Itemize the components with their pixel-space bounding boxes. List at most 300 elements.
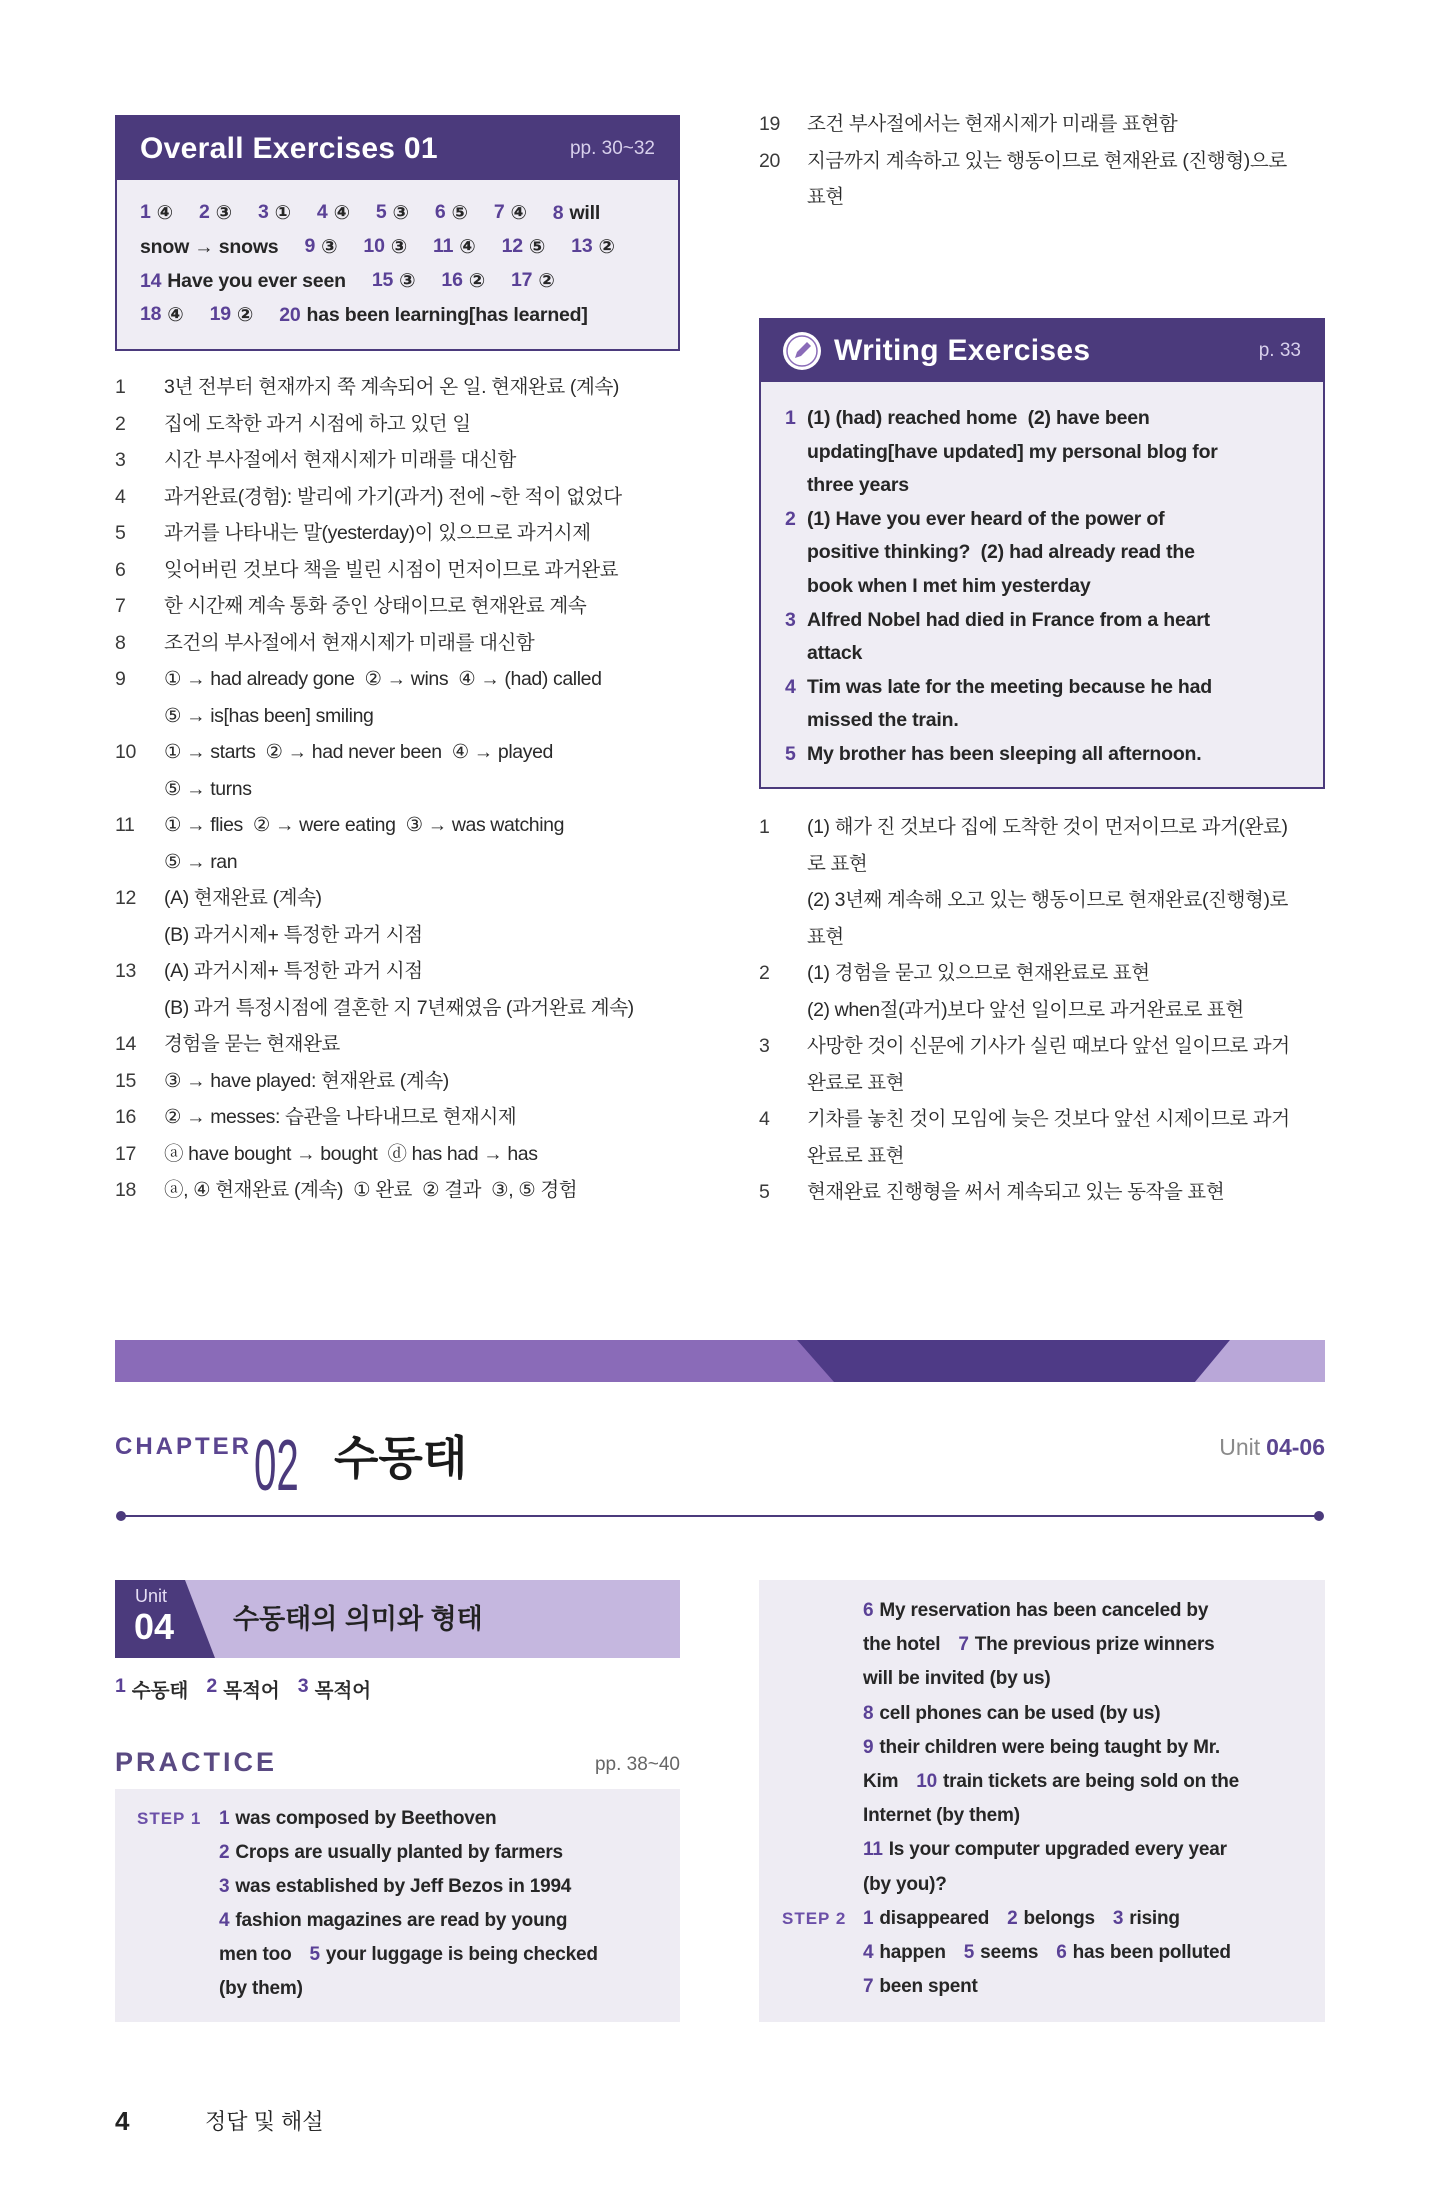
practice-pages: pp. 38~40: [594, 1754, 680, 1775]
item-line: Tim was late for the meeting because he had: [807, 675, 1212, 698]
answer-item: [199, 201, 232, 225]
item-line: 집에 도착한 과거 시점에 하고 있던 일: [164, 412, 471, 435]
chapter-banner: [115, 1340, 1325, 1382]
answer-text: was composed by Beethoven: [235, 1808, 497, 1829]
answer-item: [502, 235, 546, 259]
answer-number: 2: [206, 1675, 218, 1697]
answer-row: [140, 264, 678, 298]
list-item: [115, 369, 680, 406]
item-number: 2: [785, 507, 796, 530]
unit-title: 수동태의 의미와 형태: [233, 1604, 483, 1634]
answer-item: [916, 1771, 1239, 1793]
item-number: 7: [115, 595, 126, 617]
answer-row: [137, 1870, 680, 1904]
item-line: (A) 과거시제+ 특정한 과거 시점: [164, 960, 423, 982]
list-item: [115, 515, 680, 552]
answer-item: [140, 236, 278, 259]
item-line: ⓐ, ④ 현재완료 (계속) ① 완료 ② 결과 ③, ⑤ 경험: [164, 1179, 578, 1201]
item-text: [164, 734, 680, 807]
answer-item: [1056, 1942, 1231, 1964]
answer-number: 6: [1056, 1941, 1067, 1963]
answer-item: [219, 1978, 303, 2000]
answer-row: [782, 1765, 1325, 1799]
answer-text: ②: [468, 270, 486, 292]
list-item: [785, 604, 1323, 671]
list-item: [759, 1028, 1325, 1101]
item-number: 20: [759, 149, 780, 172]
item-line: (B) 과거시제+ 특정한 과거 시점: [164, 923, 423, 946]
answer-row: [782, 1902, 1325, 1936]
answer-item: [863, 1703, 1160, 1725]
item-line: 로 표현: [807, 852, 868, 875]
answer-text: 수동태: [131, 1680, 189, 1702]
list-item: [115, 1063, 680, 1100]
answer-item: [863, 1634, 940, 1656]
answer-text: rising: [1129, 1907, 1180, 1929]
answer-text: ④: [167, 304, 184, 326]
answer-item: [219, 1876, 571, 1898]
answer-text: The previous prize winners: [974, 1634, 1215, 1656]
answer-text: Kim: [863, 1771, 899, 1793]
answer-row: [782, 1799, 1325, 1833]
item-text: [164, 1136, 680, 1173]
answer-text: ①: [274, 202, 291, 224]
answer-number: 18: [140, 303, 162, 325]
writing-title-group: [782, 331, 1090, 371]
item-line: 조건 부사절에서는 현재시제가 미래를 표현함: [807, 113, 1178, 135]
answer-item: [372, 269, 416, 293]
answer-item: [219, 1910, 567, 1932]
list-item: [759, 106, 1325, 143]
answer-number: 4: [219, 1910, 230, 1931]
unit-number: 04: [134, 1606, 175, 1647]
answer-number: 12: [501, 235, 523, 257]
overall-explanations-continued: [759, 106, 1325, 216]
list-item: [115, 406, 680, 443]
answer-row: [137, 1938, 680, 1972]
answer-item: [863, 1839, 1227, 1861]
item-number: 4: [115, 485, 126, 508]
answer-number: 13: [571, 235, 593, 257]
item-line: 잊어버린 것보다 책을 빌린 시점이 먼저이므로 과거완료: [164, 558, 619, 581]
answer-text: snow → snows: [140, 235, 279, 258]
list-item: [759, 955, 1325, 1028]
list-item: [759, 143, 1325, 216]
answer-item: [958, 1634, 1214, 1656]
answer-item: [441, 269, 485, 293]
answer-item: [310, 1944, 598, 1966]
item-line: 조건의 부사절에서 현재시제가 미래를 대신함: [164, 631, 535, 654]
item-line: ① → flies ② → were eating ③ → was watching: [164, 814, 565, 836]
answer-text: ③: [399, 270, 416, 292]
item-line: ① → starts ② → had never been ④ → played: [164, 741, 553, 763]
item-text: [164, 1063, 680, 1100]
answer-text: was established by Jeff Bezos in 1994: [235, 1876, 572, 1897]
writing-exercises-title: Writing Exercises: [834, 334, 1091, 367]
chapter-number: 02: [254, 1426, 299, 1506]
answer-text: will be invited (by us): [863, 1668, 1051, 1690]
item-line: missed the train.: [807, 709, 959, 732]
item-line: three years: [807, 474, 909, 497]
item-line: (1) 경험을 묻고 있으므로 현재완료로 표현: [807, 962, 1150, 984]
item-text: [807, 1174, 1325, 1211]
answer-text: has been learning[has learned]: [306, 303, 588, 326]
answer-number: 4: [316, 201, 328, 223]
item-number: 14: [115, 1033, 136, 1055]
item-line: ⑤ → turns: [164, 777, 252, 800]
answer-text: their children were being taught by Mr.: [879, 1736, 1220, 1758]
writing-explanations: [759, 809, 1325, 1211]
item-line: (2) 3년째 계속해 오고 있는 행동이므로 현재완료(진행형)로: [807, 889, 1288, 911]
answer-text: ②: [598, 236, 615, 258]
answer-number: 5: [309, 1944, 320, 1965]
practice-title: PRACTICE: [115, 1747, 278, 1777]
item-text: [807, 1028, 1325, 1101]
answer-item: [140, 201, 173, 225]
answer-text: 목적어: [314, 1680, 372, 1702]
item-line: (B) 과거 특정시점에 결혼한 지 7년째였음 (과거완료 계속): [164, 996, 634, 1019]
answer-row: [140, 230, 678, 264]
overall-answers: [117, 180, 678, 332]
answer-number: 7: [863, 1976, 874, 1998]
item-number: 1: [759, 816, 770, 838]
answer-number: 10: [916, 1771, 938, 1793]
answer-text: happen: [879, 1941, 946, 1963]
list-item: [115, 1172, 680, 1209]
answer-item: [376, 201, 409, 225]
item-text: [164, 406, 680, 443]
item-number: 3: [759, 1035, 770, 1057]
answer-item: [863, 1600, 1208, 1622]
answer-row: [115, 1674, 680, 1704]
writing-badge-icon: [782, 331, 822, 371]
item-line: ① → had already gone ② → wins ④ → (had) called: [164, 668, 602, 690]
answer-text: Have you ever seen: [167, 269, 346, 292]
item-text: [164, 1026, 680, 1063]
answer-number: 11: [863, 1839, 883, 1861]
answer-number: 15: [371, 269, 394, 291]
item-number: 17: [115, 1142, 136, 1165]
item-line: 과거완료(경험): 발리에 가기(과거) 전에 ~한 적이 없었다: [164, 485, 622, 508]
list-item: [115, 479, 680, 516]
item-line: 표현: [807, 186, 844, 208]
item-line: ③ → have played: 현재완료 (계속): [164, 1069, 449, 1092]
answer-item: [863, 1942, 946, 1964]
answer-text: Internet (by them): [863, 1805, 1020, 1827]
answer-text: disappeared: [879, 1907, 990, 1929]
item-line: 시간 부사절에서 현재시제가 미래를 대신함: [164, 449, 516, 471]
answer-row: [140, 298, 678, 332]
list-item: [115, 880, 680, 953]
answer-number: 9: [304, 235, 316, 257]
answer-text: ④: [510, 202, 527, 224]
answer-item: [363, 235, 407, 259]
item-line: ⑤ → ran: [164, 850, 238, 873]
list-item: [115, 661, 680, 734]
answer-number: 2: [1007, 1907, 1018, 1929]
answer-item: [219, 1842, 563, 1864]
overall-exercises-box: [115, 115, 680, 351]
chapter-label: CHAPTER: [115, 1433, 253, 1460]
answer-number: 6: [863, 1600, 874, 1622]
answer-text: (by you)?: [863, 1873, 947, 1895]
item-text: [164, 479, 680, 516]
answer-text: ②: [538, 270, 555, 292]
answer-item: [140, 303, 184, 327]
answer-item: [553, 202, 600, 225]
answer-item: [258, 201, 291, 225]
item-number: 1: [785, 407, 796, 429]
answer-number: 10: [363, 235, 385, 257]
answer-text: fashion magazines are read by young: [235, 1910, 568, 1931]
answer-item: [433, 235, 476, 259]
item-number: 19: [759, 113, 780, 135]
item-line: 표현: [807, 925, 844, 948]
answer-item: [279, 304, 587, 327]
answer-number: 5: [963, 1941, 975, 1963]
item-number: 18: [115, 1179, 136, 1201]
answer-text: the hotel: [863, 1634, 941, 1656]
item-number: 2: [759, 962, 770, 984]
item-text: [807, 671, 1323, 738]
step1-answers-continued: [782, 1594, 1325, 1902]
unit-header: [115, 1580, 680, 1658]
answer-row: [782, 1594, 1325, 1628]
item-text: [807, 402, 1323, 503]
answer-text: ④: [459, 236, 476, 258]
item-line: 3년 전부터 현재까지 쭉 계속되어 온 일. 현재완료 (계속): [164, 376, 619, 398]
item-line: My brother has been sleeping all afternoon.: [807, 742, 1202, 765]
answer-row: [782, 1697, 1325, 1731]
answer-item: [298, 1675, 371, 1703]
item-line: (2) when절(과거)보다 앞선 일이므로 과거완료로 표현: [807, 998, 1244, 1021]
answer-text: has been polluted: [1072, 1941, 1231, 1963]
answer-number: 9: [863, 1736, 874, 1758]
writing-exercises-pages: p. 33: [1258, 340, 1301, 361]
item-number: 2: [115, 412, 126, 435]
answer-item: [210, 303, 254, 327]
writing-exercises-header: [761, 320, 1323, 382]
item-number: 5: [759, 1181, 770, 1203]
answer-item: [1113, 1908, 1180, 1930]
item-line: 지금까지 계속하고 있는 행동이므로 현재완료 (진행형)으로: [807, 149, 1287, 172]
item-line: ⓐ have bought → bought ⓓ has had → has: [164, 1142, 538, 1165]
item-number: 10: [115, 741, 136, 763]
item-text: [807, 955, 1325, 1028]
item-number: 11: [115, 814, 135, 836]
answer-row: [137, 1802, 680, 1836]
step-label: STEP 1: [137, 1809, 202, 1828]
answer-item: [304, 235, 337, 259]
answer-text: ③: [215, 202, 232, 224]
list-item: [115, 807, 680, 880]
answer-item: [571, 235, 615, 259]
answer-item: [863, 1908, 989, 1930]
answer-number: 6: [434, 201, 446, 223]
item-text: [164, 880, 680, 953]
answer-number: 19: [209, 303, 231, 325]
answer-item: [494, 201, 527, 225]
answer-text: train tickets are being sold on the: [943, 1771, 1240, 1793]
answer-row: [782, 1833, 1325, 1867]
item-line: attack: [807, 642, 863, 665]
writing-answers: [761, 382, 1323, 772]
list-item: [115, 953, 680, 1026]
practice-continued-box: [759, 1580, 1325, 2022]
footer-title: 정답 및 해설: [205, 2109, 324, 2134]
item-text: [807, 503, 1323, 604]
item-text: [164, 515, 680, 552]
list-item: [115, 734, 680, 807]
answer-item: [863, 1771, 898, 1793]
item-text: [164, 625, 680, 662]
answer-number: 1: [863, 1907, 874, 1929]
item-number: 16: [115, 1106, 136, 1128]
item-line: (1) 해가 진 것보다 집에 도착한 것이 먼저이므로 과거(완료): [807, 816, 1288, 838]
answer-text: will: [569, 201, 601, 224]
answer-text: seems: [980, 1941, 1039, 1963]
list-item: [115, 1099, 680, 1136]
item-text: [164, 1099, 680, 1136]
answer-text: ④: [156, 202, 173, 224]
chapter-divider: [115, 1510, 1325, 1522]
answer-text: (by them): [219, 1978, 303, 1999]
item-line: (1) (had) reached home (2) have been: [807, 407, 1150, 429]
item-text: [164, 588, 680, 625]
answer-text: been spent: [879, 1976, 978, 1998]
overall-explanations: [115, 369, 680, 1209]
item-number: 1: [115, 376, 126, 398]
answer-number: 2: [198, 201, 210, 223]
unit-range-prefix: Unit: [1219, 1434, 1261, 1460]
list-item: [115, 442, 680, 479]
overall-exercises-pages: pp. 30~32: [569, 137, 655, 159]
item-line: positive thinking? (2) had already read the: [807, 541, 1195, 564]
answer-text: 목적어: [223, 1680, 280, 1702]
answer-row: [137, 1972, 680, 2006]
answer-text: ⑤: [451, 202, 468, 224]
chapter-title: 수동태: [334, 1432, 468, 1484]
answer-number: 16: [441, 269, 463, 291]
answer-number: 20: [279, 303, 301, 326]
answer-text: ②: [236, 304, 254, 326]
answer-item: [863, 1976, 978, 1998]
answer-text: ⑤: [528, 236, 546, 258]
item-number: 4: [759, 1108, 770, 1130]
answer-number: 3: [1112, 1907, 1124, 1929]
item-line: 완료로 표현: [807, 1144, 905, 1167]
item-text: [807, 1101, 1325, 1174]
item-text: [164, 953, 680, 1026]
overall-exercises-header: [117, 117, 678, 180]
item-text: [164, 442, 680, 479]
writing-exercises-box: [759, 318, 1325, 789]
unit-range-value: 04-06: [1266, 1434, 1325, 1460]
answer-item: [140, 270, 346, 293]
answer-text: Is your computer upgraded every year: [888, 1839, 1227, 1861]
answer-text: My reservation has been canceled by: [879, 1600, 1209, 1622]
item-text: [807, 738, 1323, 772]
item-number: 8: [115, 631, 126, 654]
answer-text: men too: [219, 1944, 292, 1965]
answer-item: [863, 1805, 1020, 1827]
answer-number: 14: [140, 269, 162, 292]
list-item: [115, 588, 680, 625]
answer-number: 1: [140, 201, 151, 223]
answer-number: 11: [433, 235, 454, 257]
answer-number: 17: [511, 269, 533, 291]
answer-row: [782, 1662, 1325, 1696]
item-line: (A) 현재완료 (계속): [164, 887, 322, 909]
list-item: [115, 1136, 680, 1173]
item-line: 사망한 것이 신문에 기사가 실린 때보다 앞선 일이므로 과거: [807, 1035, 1290, 1057]
item-number: 13: [115, 960, 136, 982]
item-line: book when I met him yesterday: [807, 574, 1091, 597]
item-text: [807, 143, 1325, 216]
overall-exercises-title: Overall Exercises 01: [140, 131, 438, 165]
unit-answers: [115, 1674, 680, 1704]
item-number: 6: [115, 558, 126, 581]
item-number: 12: [115, 887, 136, 909]
answer-item: [219, 1944, 292, 1966]
answer-number: 8: [863, 1702, 874, 1724]
item-line: 완료로 표현: [807, 1071, 905, 1094]
answer-row: [137, 1904, 680, 1938]
item-number: 3: [115, 449, 126, 471]
list-item: [785, 503, 1323, 604]
answer-item: [317, 201, 350, 225]
item-line: (1) Have you ever heard of the power of: [807, 507, 1165, 530]
answer-row: [782, 1868, 1325, 1902]
list-item: [785, 671, 1323, 738]
answer-item: [511, 269, 555, 293]
item-line: ② → messes: 습관을 나타내므로 현재시제: [164, 1106, 517, 1128]
item-number: 3: [785, 608, 796, 631]
item-text: [807, 809, 1325, 955]
answer-number: 7: [493, 201, 505, 223]
step-label: STEP 2: [782, 1908, 847, 1928]
item-line: 한 시간째 계속 통화 중인 상태이므로 현재완료 계속: [164, 595, 587, 617]
answer-number: 1: [219, 1808, 230, 1829]
answer-text: cell phones can be used (by us): [879, 1702, 1161, 1724]
answer-number: 3: [297, 1675, 309, 1697]
answer-item: [1007, 1908, 1095, 1930]
answer-text: ④: [333, 202, 350, 224]
answer-item: [964, 1942, 1039, 1964]
answer-number: 2: [219, 1842, 230, 1863]
answer-row: [140, 196, 678, 230]
list-item: [115, 1026, 680, 1063]
practice-step1-box: [115, 1789, 680, 2022]
answer-row: [137, 1836, 680, 1870]
item-line: 기차를 놓친 것이 모임에 늦은 것보다 앞선 시제이므로 과거: [807, 1108, 1290, 1130]
item-number: 5: [115, 522, 126, 544]
answer-item: [206, 1675, 279, 1703]
item-line: ⑤ → is[has been] smiling: [164, 704, 374, 727]
answer-number: 3: [257, 201, 269, 223]
answer-text: Crops are usually planted by farmers: [235, 1842, 563, 1863]
answer-item: [435, 201, 468, 225]
item-line: updating[have updated] my personal blog for: [807, 440, 1218, 463]
answer-text: ③: [390, 236, 408, 258]
list-item: [115, 625, 680, 662]
answer-number: 1: [115, 1675, 126, 1697]
item-text: [807, 106, 1325, 143]
answer-item: [115, 1675, 188, 1703]
list-item: [759, 1101, 1325, 1174]
item-text: [164, 552, 680, 589]
answer-row: [782, 1970, 1325, 2004]
